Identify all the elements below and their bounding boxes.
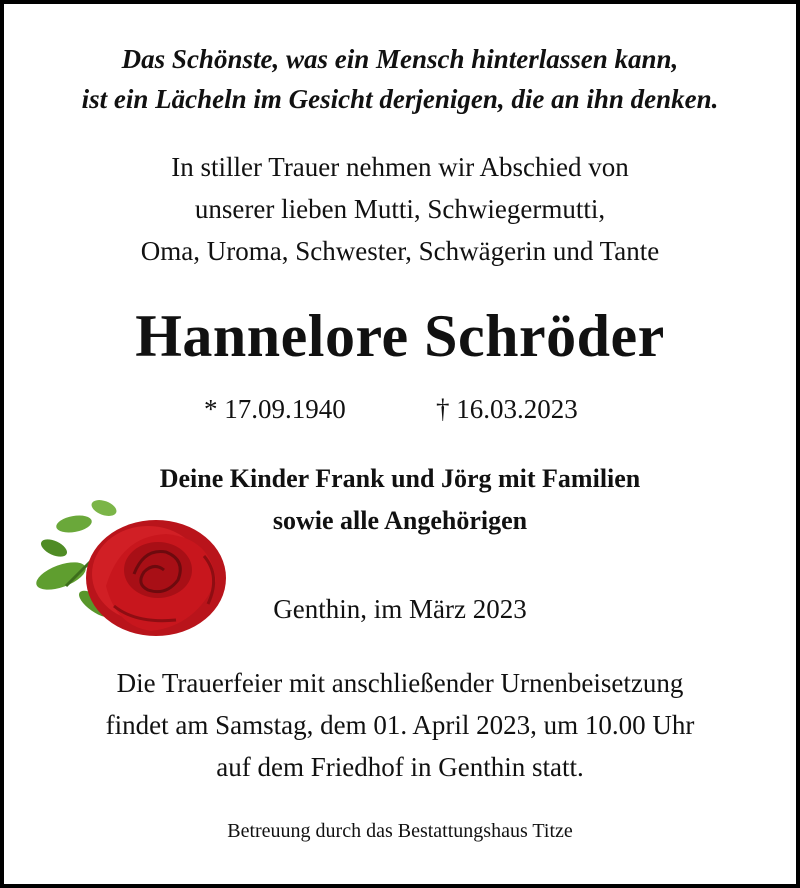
birth-date: * 17.09.1940	[204, 394, 346, 424]
red-rose-icon	[26, 496, 236, 651]
intro-line-2: unserer lieben Mutti, Schwiegermutti,	[194, 194, 606, 224]
intro-line-3: Oma, Uroma, Schwester, Schwägerin und Tante	[140, 236, 660, 266]
ceremony-line-2: findet am Samstag, dem 01. April 2023, um 10.00 Uhr	[105, 710, 695, 740]
obituary-card	[4, 4, 796, 884]
quote-line-1: Das Schönste, was ein Mensch hinterlassen kann,	[121, 44, 679, 74]
funeral-home-note: Betreuung durch das Bestattungshaus Titze	[227, 820, 573, 842]
deceased-name: Hannelore Schröder	[135, 303, 665, 369]
ceremony-line-3: auf dem Friedhof in Genthin statt.	[216, 752, 584, 782]
mourners-line-1: Deine Kinder Frank und Jörg mit Familien	[159, 464, 641, 493]
death-date: † 16.03.2023	[436, 394, 578, 424]
ceremony-line-1: Die Trauerfeier mit anschließender Urnenbeisetzung	[116, 668, 684, 698]
intro-line-1: In stiller Trauer nehmen wir Abschied von	[171, 152, 629, 182]
mourners-line-2: sowie alle Angehörigen	[272, 506, 528, 535]
quote-line-2: ist ein Lächeln im Gesicht derjenigen, die an ihn denken.	[81, 84, 719, 114]
place-date: Genthin, im März 2023	[273, 594, 527, 624]
